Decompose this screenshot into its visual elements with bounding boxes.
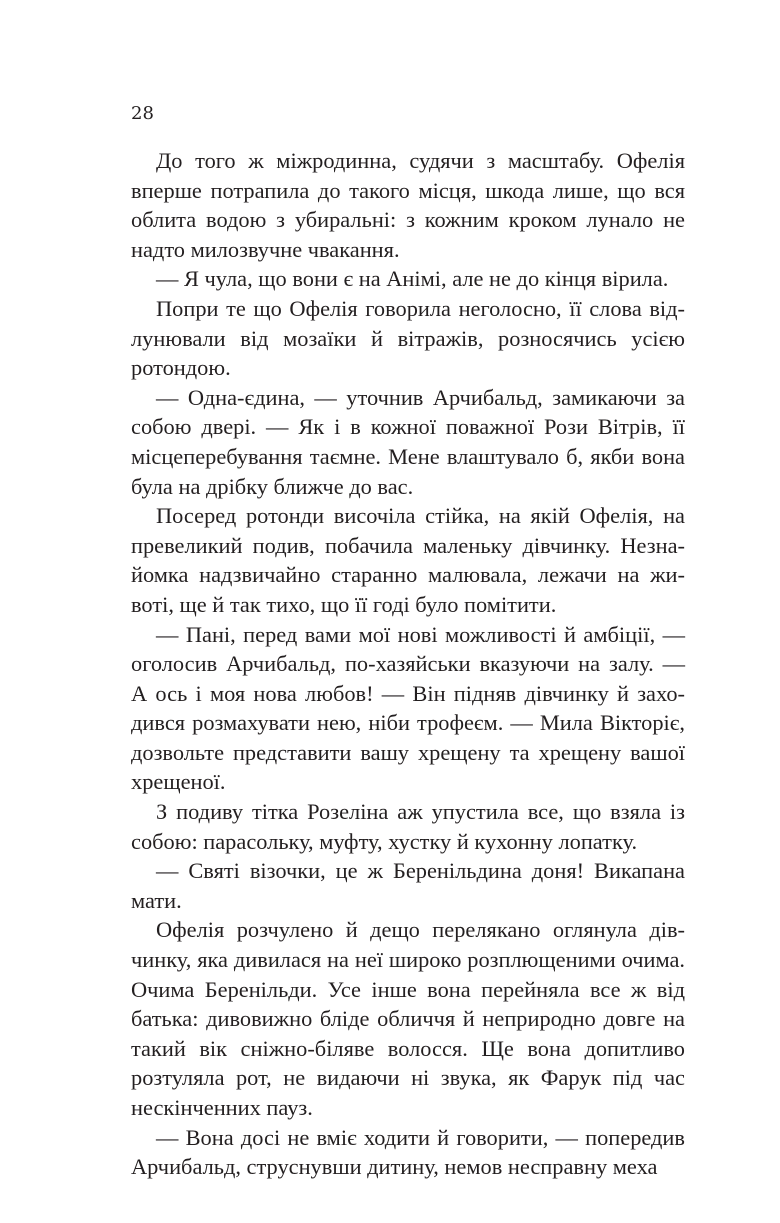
paragraph: — Святі візочки, це ж Беренільдина доня! Викапана мати.: [131, 858, 685, 913]
paragraph: Попри те що Офелія говорила неголосно, її слова відлунювали від мозаїки й вітражів, розносячись усією ротондою.: [131, 295, 685, 381]
paragraph: — Пані, перед вами мої нові можливості й амбіції, — оголосив Арчибальд, по-хазяйськи вказуючи на залу. — А ось і моя нова любов! — Він підняв дівчинку й заходився розмахувати нею, ніби трофеєм. — Мила Вікторіє, дозвольте представити вашу хрещену та хрещену вашої хрещеної.: [131, 621, 685, 795]
paragraph: — Одна-єдина, — уточнив Арчибальд, замикаючи за собою двері. — Як і в кожної поважної Рози Вітрів, її місцеперебування таємне. Мене влаштувало б, якби вона була на дрібку ближче до вас.: [131, 384, 685, 499]
paragraph: До того ж міжродинна, судячи з масштабу. Офелія вперше потрапила до такого місця, шкода лише, що вся облита водою з убиральні: з кожним кроком лунало не надто милозвучне чвакання.: [131, 148, 685, 262]
paragraph: З подиву тітка Розеліна аж упустила все, що взяла із собою: парасольку, муфту, хустку й кухонну лопатку.: [131, 799, 685, 854]
page-number: 28: [131, 103, 154, 124]
paragraph: — Я чула, що вони є на Анімі, але не до кінця вірила.: [156, 266, 669, 292]
paragraph: Посеред ротонди височіла стійка, на якій Офелія, на превеликий подив, побачила маленьку дівчинку. Незнайомка надзвичайно старанно малювала, лежачи на животі, ще й так тихо, що її годі було помітити.: [131, 503, 685, 617]
paragraph: Офелія розчулено й дещо перелякано оглянула дівчинку, яка дивилася на неї широко розплющеними очима. Очима Беренільди. Усе інше вона перейняла все ж від батька: дивовижно бліде обличчя й неприродно довге на такий вік сніжно-біляве волосся. Ще вона допитливо розтуляла рот, не видаючи ні звука, як Фарук під час нескінченних пауз.: [131, 917, 685, 1120]
body-text: [131, 146, 685, 1182]
paragraph: — Вона досі не вміє ходити й говорити, — попередив Арчибальд, струснувши дитину, немов несправну меха: [131, 1124, 685, 1180]
